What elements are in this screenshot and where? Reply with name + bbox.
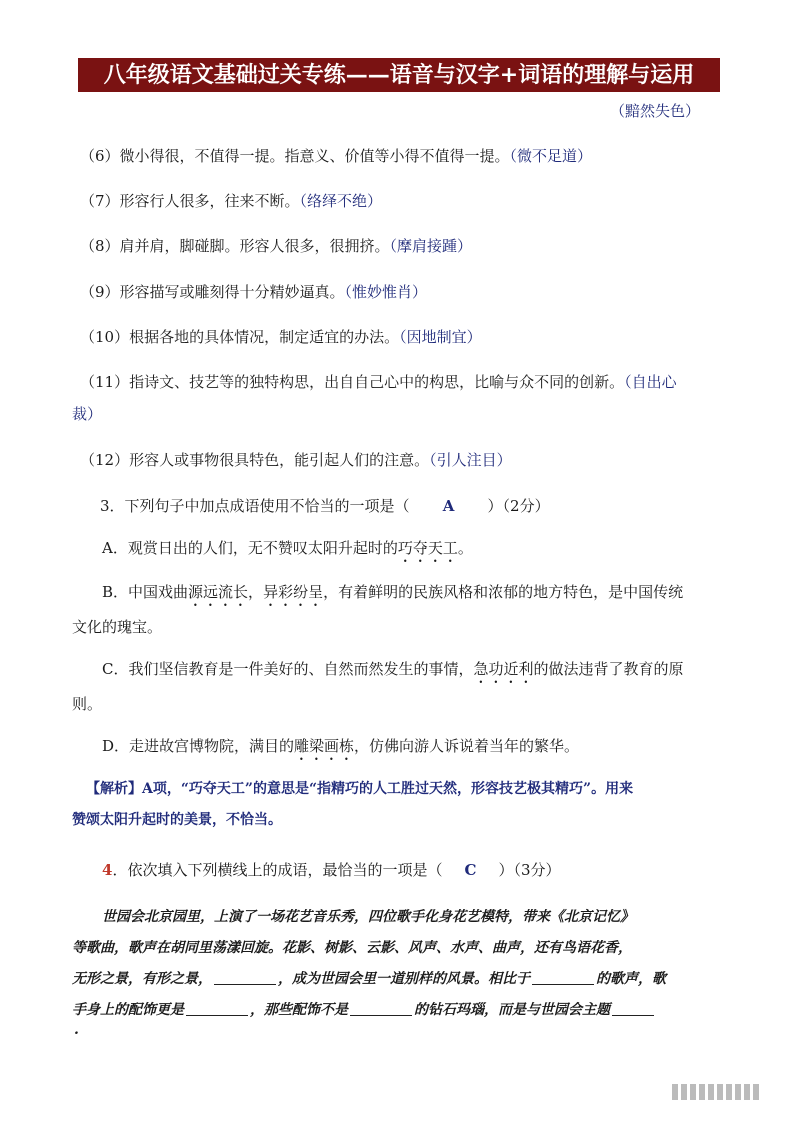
item-text: （11）指诗文、技艺等的独特构思，出自自己心中的构思，比喻与众不同的创新。 — [80, 373, 625, 391]
option-b-line-2: 文化的瑰宝。 — [72, 618, 163, 636]
bar-icon — [690, 1084, 696, 1100]
list-item — [80, 449, 512, 470]
bar-icon — [735, 1084, 741, 1100]
bar-icon — [672, 1084, 678, 1100]
option-d-rest: ，仿佛向游人诉说着当年的繁华。 — [354, 737, 580, 755]
option-d-text: D．走进故宫博物院，满目的 — [102, 737, 295, 755]
option-b — [102, 581, 683, 610]
option-c-text: C．我们坚信教育是一件美好的、自然而然发生的事情， — [102, 660, 474, 678]
option-a-idiom: 巧夺天工 — [397, 539, 458, 557]
q3-score: ）（2分） — [487, 497, 550, 515]
fill-blank-3 — [186, 1001, 248, 1016]
passage-line-5: . — [74, 1022, 79, 1038]
page-footer-mark — [672, 1084, 762, 1104]
passage-text: ，成为世园会里一道别样的风景。相比于 — [278, 971, 530, 987]
item-text: （7）形容行人很多，往来不断。 — [80, 192, 300, 210]
option-b-text: B．中国戏曲 — [102, 583, 189, 601]
bar-icon — [708, 1084, 714, 1100]
item-text: （12）形容人或事物很具特色，能引起人们的注意。 — [80, 451, 430, 469]
bar-icon — [726, 1084, 732, 1100]
item-answer: （因地制宜） — [399, 328, 482, 346]
fill-blank-2 — [532, 970, 594, 985]
page-title: 八年级语文基础过关专练——语音与汉字+词语的理解与运用 — [78, 58, 720, 92]
item-text: （6）微小得很，不值得一提。指意义、价值等小得不值得一提。 — [80, 147, 510, 165]
option-b-comma: ， — [248, 583, 264, 601]
list-item — [80, 281, 427, 302]
option-c — [102, 658, 684, 687]
bar-icon — [753, 1084, 759, 1100]
passage-text: ，那些配饰不是 — [250, 1002, 348, 1018]
bar-icon — [744, 1084, 750, 1100]
passage-text: 的歌声，歌 — [596, 971, 666, 987]
q4-stem-text: ．依次填入下列横线上的成语，最恰当的一项是（ — [112, 861, 443, 879]
option-c-line-2: 则。 — [72, 695, 103, 713]
question-3-stem — [100, 495, 550, 516]
option-c-rest: 的做法违背了教育的原 — [533, 660, 684, 678]
q4-answer: C — [464, 861, 477, 879]
analysis-line-1: 【解析】A项，“巧夺天工”的意思是“指精巧的人工胜过天然，形容技艺极其精巧”。用来 — [86, 781, 634, 797]
bar-icon — [699, 1084, 705, 1100]
option-a-end: 。 — [457, 539, 473, 557]
question-4-stem — [102, 859, 561, 880]
option-a — [102, 537, 473, 566]
item-text: （10）根据各地的具体情况，制定适宜的办法。 — [80, 328, 400, 346]
item-text: （9）形容描写或雕刻得十分精妙逼真。 — [80, 283, 345, 301]
item-answer: （引人注目） — [429, 451, 512, 469]
item-answer-continued: 裁） — [72, 405, 103, 423]
option-d — [102, 735, 579, 764]
item-answer: （自出心 — [624, 373, 677, 391]
item-answer: （络绎不绝） — [299, 192, 383, 210]
passage-text: 的钻石玛瑙，而是与世园会主题 — [414, 1002, 610, 1018]
list-item — [80, 190, 382, 211]
analysis-line-2: 赞颂太阳升起时的美景，不恰当。 — [72, 812, 282, 828]
option-c-idiom: 急功近利 — [473, 660, 534, 678]
item-answer: （微不足道） — [509, 147, 593, 165]
fill-blank-5 — [612, 1001, 654, 1016]
list-item — [80, 235, 472, 256]
passage-line-2: 等歌曲，歌声在胡同里荡漾回旋。花影、树影、云影、风声、水声、曲声，还有鸟语花香， — [72, 940, 632, 956]
option-b-idiom-2: 异彩纷呈 — [263, 583, 324, 601]
q3-stem-text: 3．下列句子中加点成语使用不恰当的一项是（ — [100, 497, 410, 515]
list-item — [80, 371, 677, 392]
bar-icon — [681, 1084, 687, 1100]
option-d-idiom: 雕梁画栋 — [294, 737, 355, 755]
fill-blank-1 — [214, 970, 276, 985]
option-b-idiom-1: 源远流长 — [188, 583, 249, 601]
fill-blank-4 — [350, 1001, 412, 1016]
previous-answer: （黯然失色） — [610, 102, 701, 120]
option-a-text: A．观赏日出的人们，无不赞叹太阳升起时的 — [102, 539, 398, 557]
passage-line-3 — [72, 968, 666, 988]
list-item — [80, 145, 592, 166]
q4-score: ）（3分） — [498, 861, 561, 879]
bar-icon — [717, 1084, 723, 1100]
option-b-rest: ，有着鲜明的民族风格和浓郁的地方特色，是中国传统 — [323, 583, 684, 601]
passage-line-1: 世园会北京园里，上演了一场花艺音乐秀，四位歌手化身花艺模特，带来《北京记忆》 — [102, 909, 634, 925]
passage-text: 手身上的配饰更是 — [72, 1002, 184, 1018]
passage-text: 无形之景，有形之景， — [72, 971, 212, 987]
item-answer: （摩肩接踵） — [389, 237, 473, 255]
list-item — [80, 326, 482, 347]
q3-answer: A — [442, 497, 455, 515]
passage-line-4 — [72, 999, 656, 1019]
item-answer: （惟妙惟肖） — [344, 283, 428, 301]
q4-number: 4 — [102, 861, 113, 879]
item-text: （8）肩并肩，脚碰脚。形容人很多，很拥挤。 — [80, 237, 390, 255]
